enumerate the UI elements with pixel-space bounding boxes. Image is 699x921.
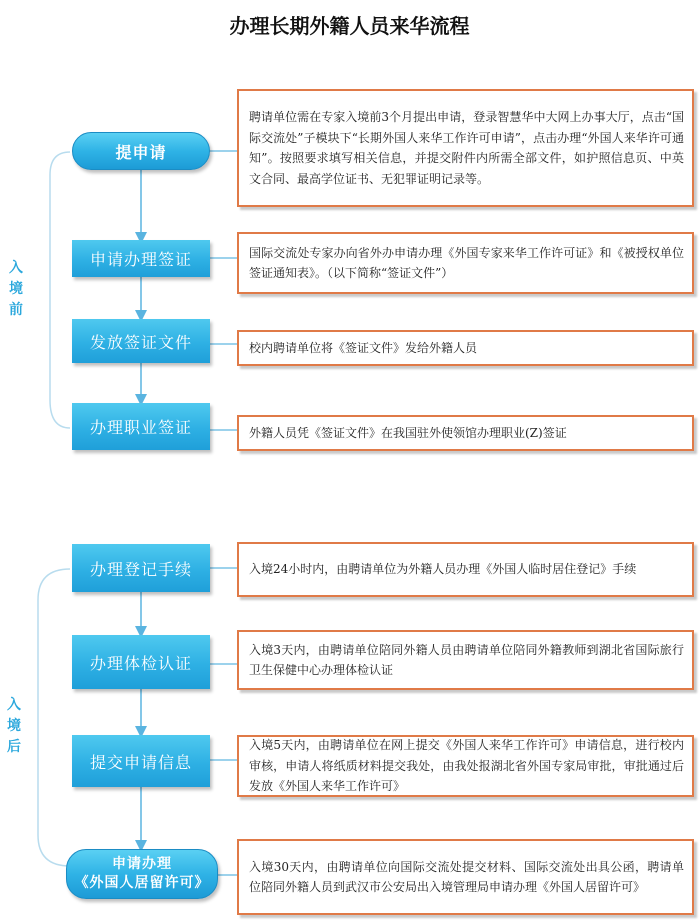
step-residence-permit (66, 849, 218, 899)
desc-apply-visa: 国际交流处专家办向省外办申请办理《外国专家来华工作许可证》和《被授权单位签证通知表》。（以下简称“签证文件”） (237, 232, 694, 294)
bracket-after (38, 569, 70, 866)
step-work-visa: 办理职业签证 (72, 403, 210, 450)
step-residence-permit-line1: 申请办理 (112, 856, 172, 872)
page-title: 办理长期外籍人员来华流程 (229, 14, 470, 38)
bracket-before (50, 152, 70, 428)
step-issue-visa-documents: 发放签证文件 (72, 319, 210, 363)
desc-issue-visa-documents: 校内聘请单位将《签证文件》发给外籍人员 (237, 330, 694, 366)
step-registration: 办理登记手续 (72, 544, 210, 592)
step-submit-application: 提申请 (72, 132, 210, 170)
desc-registration: 入境24小时内，由聘请单位为外籍人员办理《外国人临时居住登记》手续 (237, 542, 694, 597)
desc-submit-application: 聘请单位需在专家入境前3个月提出申请，登录智慧华中大网上办事大厅，点击“国际交流处”子模块下“长期外国人来华工作许可申请”，点击办理“外国人来华许可通知”。按照要求填写相关信息，并提交附件内所需全部文件，如护照信息页、中英文合同、最高学位证书、无犯罪证明记录等。 (237, 89, 694, 207)
desc-health-check: 入境3天内，由聘请单位陪同外籍人员由聘请单位陪同外籍教师到湖北省国际旅行卫生保健中心办理体检认证 (237, 630, 694, 690)
phase-label-after: 入 境 后 (7, 697, 21, 755)
step-residence-permit-line2: 《外国人居留许可》 (74, 875, 210, 891)
desc-work-visa: 外籍人员凭《签证文件》在我国驻外使领馆办理职业(Z)签证 (237, 415, 694, 451)
step-submit-info: 提交申请信息 (72, 735, 210, 787)
phase-label-before: 入 境 前 (9, 260, 23, 318)
step-apply-visa: 申请办理签证 (72, 240, 210, 277)
desc-residence-permit: 入境30天内，由聘请单位向国际交流处提交材料、国际交流处出具公函，聘请单位陪同外籍人员到武汉市公安局出入境管理局申请办理《外国人居留许可》 (237, 839, 694, 915)
desc-submit-info: 入境5天内，由聘请单位在网上提交《外国人来华工作许可》申请信息，进行校内审核，申请人将纸质材料提交我处，由我处报湖北省外国专家局审批，审批通过后发放《外国人来华工作许可》 (237, 735, 694, 797)
step-health-check: 办理体检认证 (72, 635, 210, 689)
